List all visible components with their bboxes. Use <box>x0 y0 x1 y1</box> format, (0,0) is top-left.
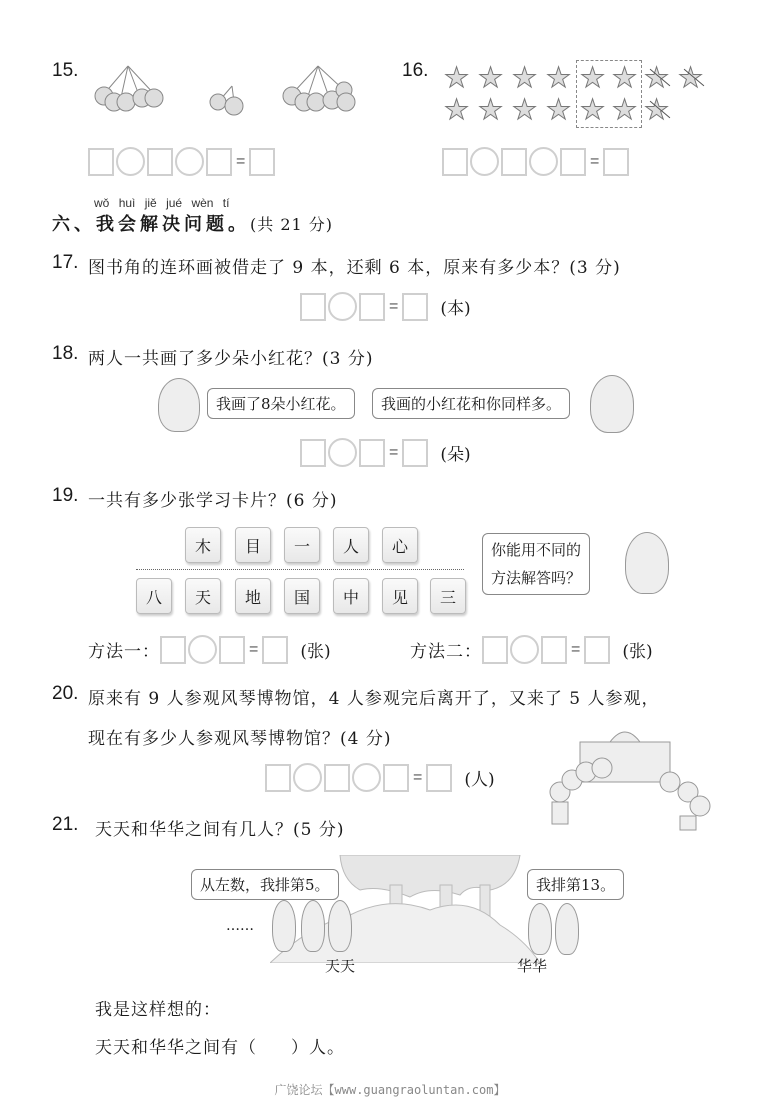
tiantian-illustration <box>328 900 352 952</box>
name-label-tiantian: 天天 <box>325 957 356 975</box>
star-icon: ★ <box>612 61 638 94</box>
pinyin-syllable: tí <box>222 196 230 210</box>
star-icon: ★ <box>580 93 606 126</box>
pinyin-syllable: jiě <box>144 196 157 210</box>
result-box[interactable] <box>402 293 428 321</box>
method2-label: 方法二： <box>410 642 482 662</box>
girl-right-illustration <box>590 375 634 433</box>
card-top: 心 <box>382 527 418 563</box>
bubble-line: 方法解答吗？ <box>491 569 582 587</box>
unit-label: (本) <box>440 299 471 319</box>
star-icon: ★ <box>546 93 572 126</box>
card-top: 目 <box>235 527 271 563</box>
section-pinyin <box>94 196 229 210</box>
equals-sign: = <box>413 768 423 786</box>
operator-circle[interactable] <box>470 147 499 176</box>
huahua-illustration <box>528 903 552 955</box>
answer-box[interactable] <box>482 636 508 664</box>
star-icon: ★ <box>444 61 470 94</box>
thinking-label: 我是这样想的： <box>95 1000 221 1020</box>
equals-sign: = <box>249 640 259 658</box>
star-icon: ★ <box>612 93 638 126</box>
speech-bubble-left: 我画了8朵小红花。 <box>207 388 355 419</box>
crossed-star-icon: ★ <box>678 61 704 94</box>
star-icon: ★ <box>444 93 470 126</box>
answer-box[interactable] <box>206 148 232 176</box>
child-illustration <box>272 900 296 952</box>
stars-picture <box>440 60 710 130</box>
question-17-equation <box>300 292 471 321</box>
card-top: 人 <box>333 527 369 563</box>
unit-label: (人) <box>464 770 495 790</box>
card-bottom: 见 <box>382 578 418 614</box>
section-score: (共 21 分) <box>250 215 334 234</box>
unit-label: (朵) <box>440 445 471 465</box>
question-19-text: 一共有多少张学习卡片？(6 分) <box>88 491 338 511</box>
crossed-star-icon: ★ <box>644 93 670 126</box>
footer-watermark: 广饶论坛【www.guangraoluntan.com】 <box>274 1083 506 1097</box>
star-icon: ★ <box>546 61 572 94</box>
answer-box[interactable] <box>219 636 245 664</box>
operator-circle[interactable] <box>328 292 357 321</box>
answer-box[interactable] <box>359 293 385 321</box>
result-box[interactable] <box>249 148 275 176</box>
operator-circle[interactable] <box>293 763 322 792</box>
operator-circle[interactable] <box>175 147 204 176</box>
museum-queue-illustration <box>540 722 720 832</box>
answer-box[interactable] <box>383 764 409 792</box>
question-20-text-line1: 原来有 9 人参观风琴博物馆，4 人参观完后离开了，又来了 5 人参观， <box>88 689 660 709</box>
answer-box[interactable] <box>300 293 326 321</box>
question-16-number: 16. <box>402 60 429 81</box>
equals-sign: = <box>389 297 399 315</box>
equals-sign: = <box>571 640 581 658</box>
question-15-equation <box>88 147 275 176</box>
answer-box[interactable] <box>88 148 114 176</box>
question-21-text: 天天和华华之间有几人？(5 分) <box>95 820 345 840</box>
operator-circle[interactable] <box>116 147 145 176</box>
operator-circle[interactable] <box>510 635 539 664</box>
question-18-number: 18. <box>52 343 79 364</box>
star-icon: ★ <box>512 61 538 94</box>
question-19-method1 <box>88 635 331 664</box>
answer-box[interactable] <box>501 148 527 176</box>
question-18-text: 两人一共画了多少朵小红花？(3 分) <box>88 349 374 369</box>
result-box[interactable] <box>402 439 428 467</box>
cherries-picture <box>90 62 380 122</box>
answer-box[interactable] <box>300 439 326 467</box>
equals-sign: = <box>236 152 246 170</box>
operator-circle[interactable] <box>188 635 217 664</box>
answer-box[interactable] <box>442 148 468 176</box>
result-box[interactable] <box>426 764 452 792</box>
answer-box[interactable] <box>160 636 186 664</box>
card-bottom: 天 <box>185 578 221 614</box>
star-icon: ★ <box>478 61 504 94</box>
divider-dotted-line <box>136 569 464 570</box>
question-17-text: 图书角的连环画被借走了 9 本，还剩 6 本，原来有多少本？(3 分) <box>88 258 621 278</box>
answer-box[interactable] <box>265 764 291 792</box>
card-bottom: 国 <box>284 578 320 614</box>
card-top: 一 <box>284 527 320 563</box>
answer-suffix: ）人。 <box>291 1038 345 1058</box>
pinyin-syllable: jué <box>166 196 183 210</box>
answer-box[interactable] <box>560 148 586 176</box>
speech-bubble-huahua: 我排第13。 <box>527 869 624 900</box>
operator-circle[interactable] <box>328 438 357 467</box>
result-box[interactable] <box>262 636 288 664</box>
pinyin-syllable: huì <box>118 196 136 210</box>
method1-label: 方法一： <box>88 642 160 662</box>
question-19-method2 <box>410 635 653 664</box>
cherries-icon <box>90 62 380 122</box>
question-20-text-line2: 现在有多少人参观风琴博物馆？(4 分) <box>88 729 392 749</box>
speech-bubble-right: 我画的小红花和你同样多。 <box>372 388 570 419</box>
star-icon: ★ <box>478 93 504 126</box>
question-16-equation <box>442 147 629 176</box>
name-label-huahua: 华华 <box>517 957 548 975</box>
girl-left-illustration <box>158 378 200 432</box>
museum-icon <box>540 722 720 832</box>
pinyin-syllable: wèn <box>191 196 214 210</box>
pinyin-syllable: wǒ <box>94 196 110 210</box>
question-21-number: 21. <box>52 814 79 835</box>
crossed-star-icon: ★ <box>644 61 670 94</box>
card-bottom: 地 <box>235 578 271 614</box>
question-17-number: 17. <box>52 252 79 273</box>
card-bottom: 三 <box>430 578 466 614</box>
question-20-equation <box>265 763 495 792</box>
section-title <box>52 210 333 236</box>
answer-prefix: 天天和华华之间有（ <box>95 1038 257 1058</box>
child-illustration <box>555 903 579 955</box>
card-top: 木 <box>185 527 221 563</box>
unit-label: (张) <box>300 642 331 662</box>
question-18-equation <box>300 438 471 467</box>
speech-bubble-boy <box>482 533 590 595</box>
boy-illustration <box>625 532 669 594</box>
bubble-line: 你能用不同的 <box>491 541 582 559</box>
answer-box[interactable] <box>147 148 173 176</box>
child-illustration <box>301 900 325 952</box>
ellipsis: …… <box>226 918 254 934</box>
star-icon: ★ <box>512 93 538 126</box>
result-box[interactable] <box>584 636 610 664</box>
result-box[interactable] <box>603 148 629 176</box>
answer-sentence <box>95 1033 345 1058</box>
operator-circle[interactable] <box>529 147 558 176</box>
operator-circle[interactable] <box>352 763 381 792</box>
answer-box[interactable] <box>359 439 385 467</box>
card-bottom: 中 <box>333 578 369 614</box>
question-15-number: 15. <box>52 60 79 81</box>
star-icon: ★ <box>580 61 606 94</box>
speech-bubble-tiantian: 从左数，我排第5。 <box>191 869 339 900</box>
question-20-number: 20. <box>52 683 79 704</box>
card-bottom: 八 <box>136 578 172 614</box>
question-19-number: 19. <box>52 485 79 506</box>
answer-box[interactable] <box>324 764 350 792</box>
section-title-text: 六、我会解决问题。 <box>52 214 250 235</box>
unit-label: (张) <box>622 642 653 662</box>
equals-sign: = <box>389 443 399 461</box>
answer-box[interactable] <box>541 636 567 664</box>
equals-sign: = <box>590 152 600 170</box>
